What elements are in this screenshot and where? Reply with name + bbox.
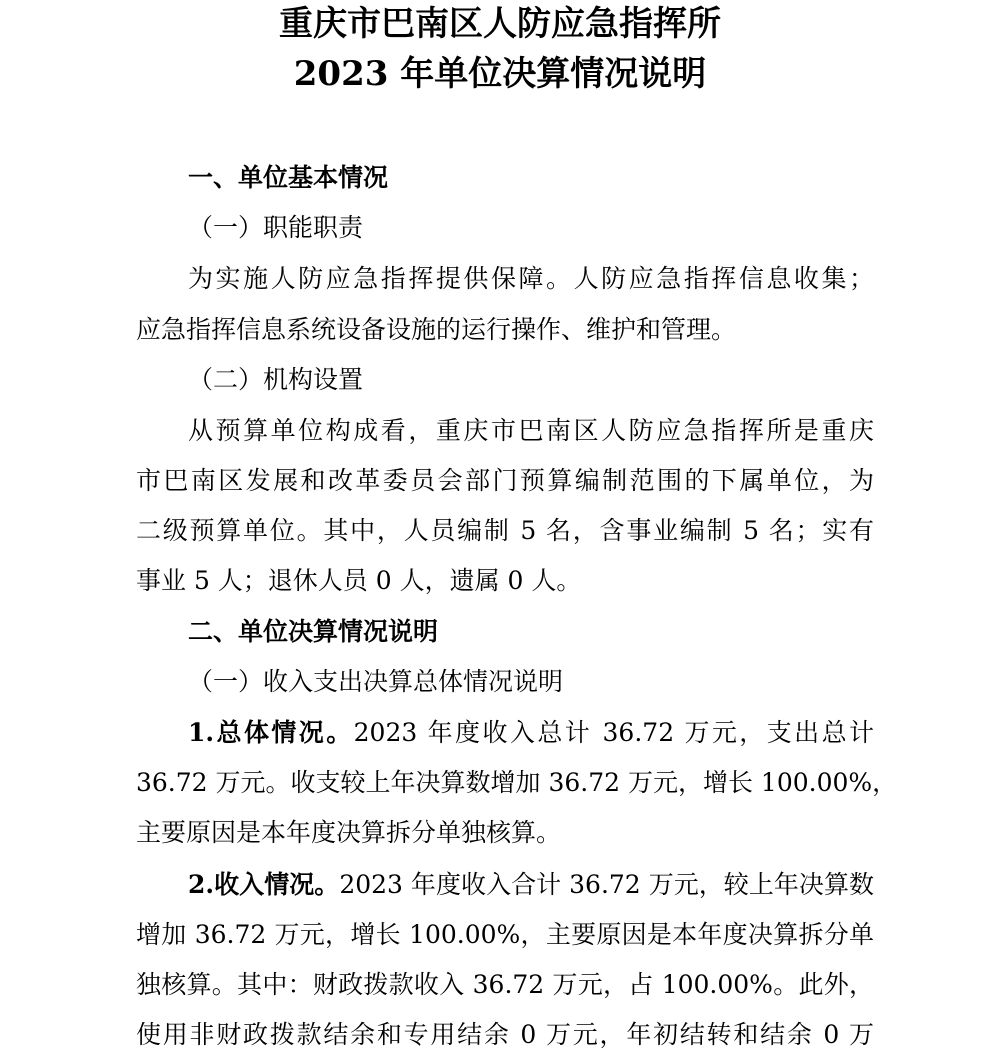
paragraph-line: 应急指挥信息系统设备设施的运行操作、维护和管理。 bbox=[136, 315, 737, 344]
paragraph-line: 为实施人防应急指挥提供保障。人防应急指挥信息收集； bbox=[188, 264, 874, 293]
section-1-2-heading: （二）机构设置 bbox=[188, 365, 364, 394]
paragraph-line: 从预算单位构成看，重庆市巴南区人防应急指挥所是重庆 bbox=[188, 416, 874, 445]
paragraph-line: 使用非财政拨款结余和专用结余 0 万元，年初结转和结余 0 万 bbox=[136, 1020, 874, 1049]
section-1-heading: 一、单位基本情况 bbox=[188, 163, 389, 192]
section-1-1-heading: （一）职能职责 bbox=[188, 213, 364, 242]
paragraph-line: 独核算。其中：财政拨款收入 36.72 万元，占 100.00%。此外， bbox=[136, 970, 874, 999]
paragraph-line bbox=[188, 870, 874, 900]
paragraph-text: 2023 年度收入总计 36.72 万元，支出总计 bbox=[353, 718, 874, 747]
paragraph-line bbox=[188, 718, 874, 748]
section-2-1-heading: （一）收入支出决算总体情况说明 bbox=[188, 667, 564, 696]
document-title-line-2: 2023 年单位决算情况说明 bbox=[293, 54, 707, 94]
paragraph-lead: 2.收入情况。 bbox=[188, 870, 340, 899]
paragraph-line: 事业 5 人；退休人员 0 人，遗属 0 人。 bbox=[136, 566, 582, 595]
paragraph-lead: 1.总体情况。 bbox=[188, 718, 354, 747]
paragraph-line: 二级预算单位。其中，人员编制 5 名，含事业编制 5 名；实有 bbox=[136, 516, 874, 545]
document-title-line-1: 重庆市巴南区人防应急指挥所 bbox=[279, 4, 721, 44]
paragraph-line: 增加 36.72 万元，增长 100.00%，主要原因是本年度决算拆分单 bbox=[136, 920, 874, 949]
section-2-heading: 二、单位决算情况说明 bbox=[188, 617, 439, 646]
paragraph-line: 市巴南区发展和改革委员会部门预算编制范围的下属单位，为 bbox=[136, 466, 874, 495]
paragraph-text: 2023 年度收入合计 36.72 万元，较上年决算数 bbox=[339, 870, 874, 899]
paragraph-line: 主要原因是本年度决算拆分单独核算。 bbox=[136, 818, 562, 847]
paragraph-line: 36.72 万元。收支较上年决算数增加 36.72 万元，增长 100.00%， bbox=[136, 768, 898, 797]
